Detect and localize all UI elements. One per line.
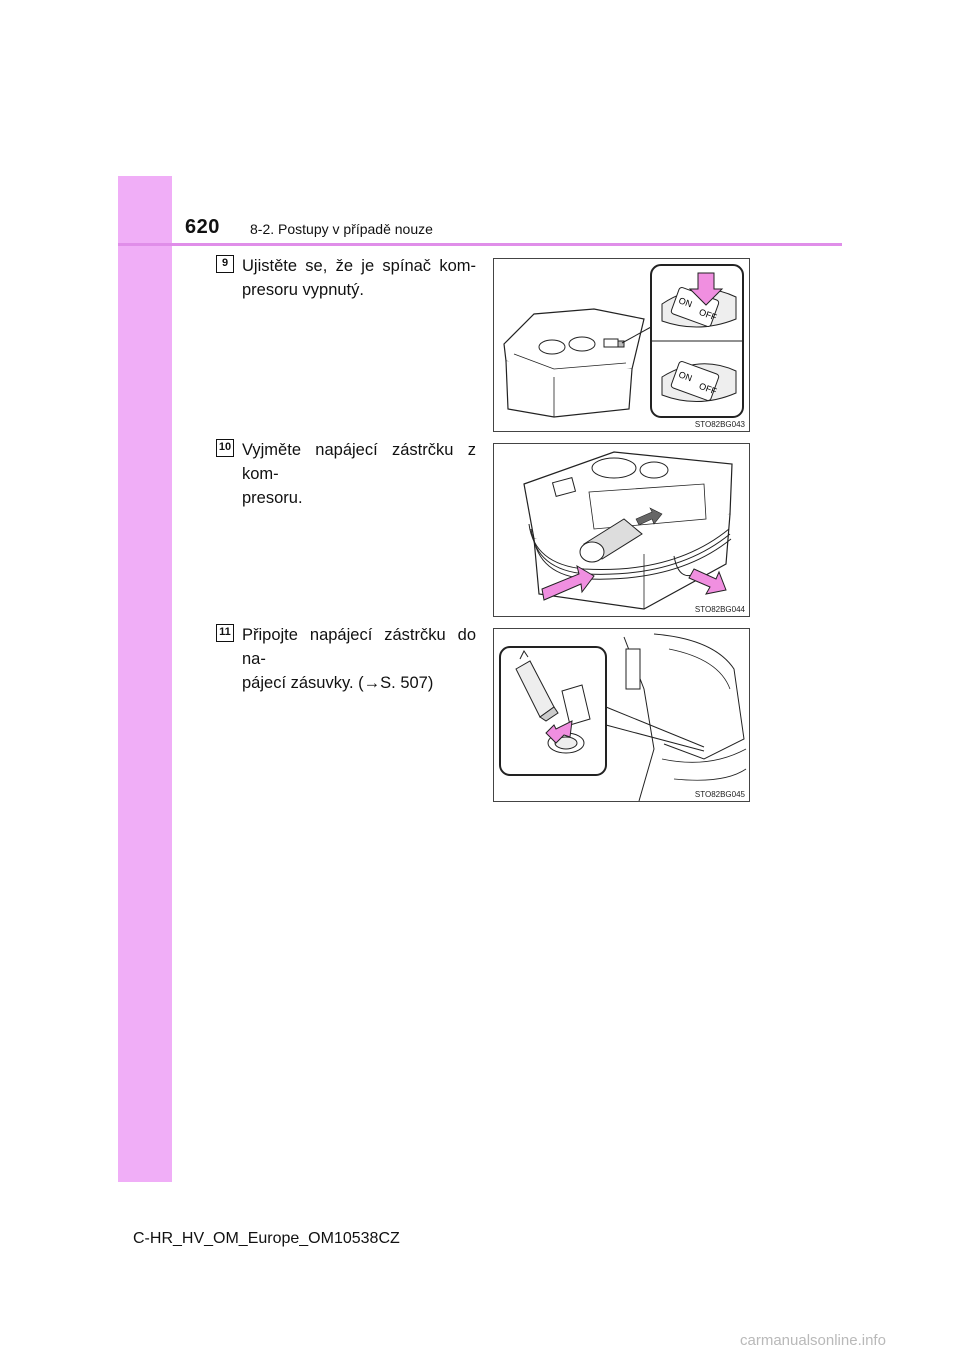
figure-compressor-switch — [493, 258, 750, 432]
step-10-line-1: Vyjměte napájecí zástrčku z kom- — [242, 441, 476, 483]
step-number-11: 11 — [216, 624, 234, 642]
figure-id-9: STO82BG043 — [694, 420, 745, 429]
step-9-line-1: Ujistěte se, že je spínač kom- — [242, 257, 476, 275]
step-10-text — [242, 438, 476, 510]
step-11-text — [242, 623, 476, 695]
figure-connect-socket — [493, 628, 750, 802]
step-number-9: 9 — [216, 255, 234, 273]
connect-socket-illustration — [494, 629, 749, 801]
step-11-line-1: Připojte napájecí zástrčku do na- — [242, 626, 476, 668]
document-footer: C-HR_HV_OM_Europe_OM10538CZ — [133, 1230, 400, 1247]
figure-id-11: STO82BG045 — [694, 790, 745, 799]
page-number: 620 — [185, 216, 220, 238]
remove-plug-illustration — [494, 444, 749, 616]
compressor-switch-illustration — [494, 259, 749, 431]
top-switch-on-label: ON — [677, 295, 694, 310]
step-9-text — [242, 254, 476, 302]
top-switch-off-label: OFF — [697, 306, 719, 323]
bottom-switch-off-label: OFF — [697, 380, 719, 397]
header-rule — [118, 243, 842, 246]
step-number-10: 10 — [216, 439, 234, 457]
step-9-line-2: presoru vypnutý. — [242, 281, 364, 299]
figure-remove-plug — [493, 443, 750, 617]
watermark: carmanualsonline.info — [740, 1332, 886, 1349]
step-11-line-2: pájecí zásuvky. (→S. 507) — [242, 674, 434, 692]
figure-id-10: STO82BG044 — [694, 605, 745, 614]
section-title: 8-2. Postupy v případě nouze — [250, 221, 433, 237]
chapter-side-tab — [118, 176, 172, 1182]
step-10-line-2: presoru. — [242, 489, 303, 507]
bottom-switch-on-label: ON — [677, 369, 694, 384]
